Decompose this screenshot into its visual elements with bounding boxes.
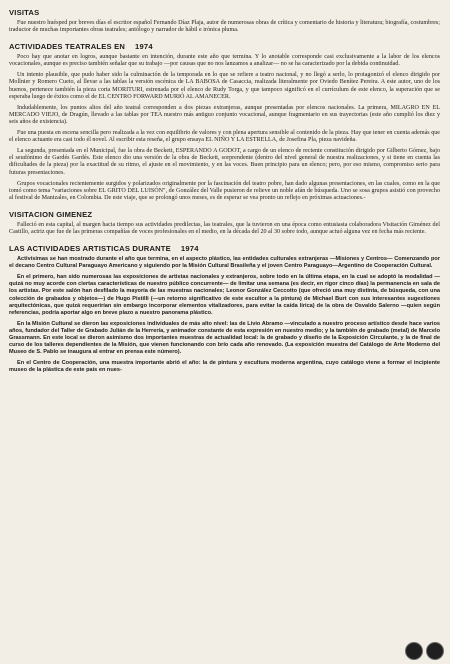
paragraph: Fue una puesta en escena sencilla pero realizada a la vez con equilibrio de valores y con plena apertura sensible al contenido de la pieza. Hay que tener en cuenta además que el elenco actuante era casi todo él novel. Al escribir esta reseña, el grupo ensaya EL NIÑO Y LA ESTRELLA, de Josefina Pla, pieza navideña. — [9, 130, 440, 144]
stamp-circle-icon — [405, 642, 423, 660]
stamp-circle-icon — [426, 642, 444, 660]
paragraph: En el primero, han sido numerosas las exposiciones de artistas nacionales y extranjeros, sobre todo en la última etapa, en la cual se adoptó la modalidad — quizá no muy acorde con ciertas características de nuestro público concurrente— de limitar una semana (es decir, en rigor cinco días) la permanencia en sala de los artistas. Por este salón han desfilado la mayoría de las muestras nacionales; Leonor González Ceccotto (que ofreció una muy distinta, de búsqueda, con una colección de grabados y objetos—) de Hugo Pistilli (—un retorno significativo de este escultor a la pintura) de Michael Burt con sus interesantes sugestiones arquitectónicas, que quizá requerirían sin embargo incorporar elementos vitalizadores, para evitar la caída lírica) de la obra de Osvaldo Salerno —quien según referencias, podría aportar algo en breve plazo a nuestro panorama plástico. — [9, 274, 440, 316]
section-heading: LAS ACTIVIDADES ARTISTICAS DURANTE 1974 — [9, 244, 199, 254]
paragraph: La segunda, presentada en el Municipal, fue la obra de Beckett, ESPERANDO A GODOT, a cargo de un elenco de reciente constitución dirigido por Gilberto Gómez, bajo el seudónimo de Gardés Gardés. Este elenco dio una versión de la obra de Beckett, sorprendente (dentro del nivel general de nuestra realizaciones, y si tiene en cuenta las dificultades de la pieza) por la exactitud de su ritmo, el ajuste en el movimiento, y en las voces. Buen principio para un elenco; pero, por eso mismo, compromiso serio para futuras presentaciones. — [9, 148, 440, 176]
paragraph: Activísimas se han mostrado durante el año que termina, en el aspecto plástico, las entidades culturales extranjeras —Misiones y Centros— Comenzando por el decano Centro Cultural Paraguayo Americano y siguiendo por la Misión Cultural Brasileña y el joven Centro Paraguayo—Argentino de Cooperación Cultural. — [9, 256, 440, 270]
paragraph: Indudablemente, los puntos altos del año teatral corresponden a dos piezas extranjeras, aunque presentadas por elencos nacionales. La primera, MILAGRO EN EL MERCADO VIEJO, de Dragún, llevado a las tablas por TEA nuestro más antiguo conjunto vocacional, aunque fragmentario en sus trayectorias (este año cumplió los diez y seis años de existencia). — [9, 104, 440, 125]
paragraph: Grupos vocacionales recientemente surgidos y polarizados originalmente por la fascinación del teatro pobre, han dado algunas presentaciones, en las cuales, como en la que tomó como tema "variaciones sobre EL GRITO DEL LUISÓN", de González del Valle pusieron de relieve un noble afán de búsqueda. Uno se sosa grupos asistió con provecho al festival de Manizales, en Colombia. De este viaje, que se prolongó unos meses, es de esperar se vea pronto un reflejo en próximas actuaciones.- — [9, 180, 440, 201]
section-actividades-artisticas — [9, 244, 440, 374]
paragraph: Fue nuestro huésped por breves días el escritor español Fernando Díaz Plaja, autor de numerosas obras de crítica y comentario de historia y literatura; biografía, costumbres; traductor de muchas importantes obras teatrales; antólogo y narrador de hábil e irónica pluma. — [9, 20, 440, 34]
paragraph: En el Centro de Cooperación, una muestra importante abrió el año: la de pintura y escultura moderna argentina, cuyo catálogo viene a formar el incipiente museo de la plástica de este país en nues- — [9, 360, 440, 374]
paragraph: Falleció en esta capital, al margen hacia tiempo sus actividades predilectas, las teatrales, que la tuvieron en una época como entusiasta colaboradora Visitación Giménez del Castillo, actriz que fue de las primeras compañías de voces profesionales en el medio, en la década del 20 al 30 sobre todo, aunque actuó alguna vez en fecha más reciente. — [9, 221, 440, 235]
section-visitacion-gimenez — [9, 210, 440, 236]
paragraph: Poco hay que anotar en logros, aunque bastante en intención, durante este año que termina. Y lo anotable corresponde casi exclusivamente a la labor de los elencos vocacionales, aunque es preciso también señalar que su trabajo —por causas que no nos lanzamos a analizar— no se ha caracterizado por la debida continuidad. — [9, 54, 440, 68]
paragraph: En la Misión Cultural se dieron las exposiciones individuales de más alto nivel: las de Livio Abramo —vinculado a nuestro proceso artístico desde hace varios años, fundador del Taller de Grabado Julián de la Herrería, y animador constante de esta expresión en nuestro medio; y la también de grabado (metal) de Marcelo Grassmann. En este local se dieron asimismo dos importantes muestras de actualidad local: la de grabado y diseño de la Exposición Circulante, y la de final de curso de los talleres dependientes de la Misión, que vienen funcionando con brío cada año renovado. (La exposición muestra del Catálogo de Arte Moderno del Museo de S. Pablo se inaugura al entrar en prensa este número). — [9, 320, 440, 356]
section-heading: VISITACION GIMENEZ — [9, 209, 93, 219]
section-actividades-teatrales — [9, 42, 440, 202]
section-heading: VISITAS — [9, 8, 40, 17]
section-heading: ACTIVIDADES TEATRALES EN 1974 — [9, 42, 153, 52]
paragraph: Un intento plausible, que pudo haber sido la culminación de la temporada en lo que se refiere a teatro nacional, y no llegó a serlo, lo protagonizó el elenco dirigido por Mollnier y Romero Cueto, al llevar a las tablas la versión escénica de LA BABOSA de Casaccia, realizada literalmente por Oviedo Benítez Pereira. A este autor, uno de los buenos, pertenece también la pieza corta MORITURI, estrenada por el elenco de Rudy Torga, y que tampoco significó en el currículum de este elenco, la superación que se esperaba luego de éxitos como el de EL CENTRO FORWARD MURIÓ AL AMANECER. — [9, 72, 440, 100]
corner-stamp — [405, 642, 444, 660]
section-visitas — [9, 8, 440, 34]
